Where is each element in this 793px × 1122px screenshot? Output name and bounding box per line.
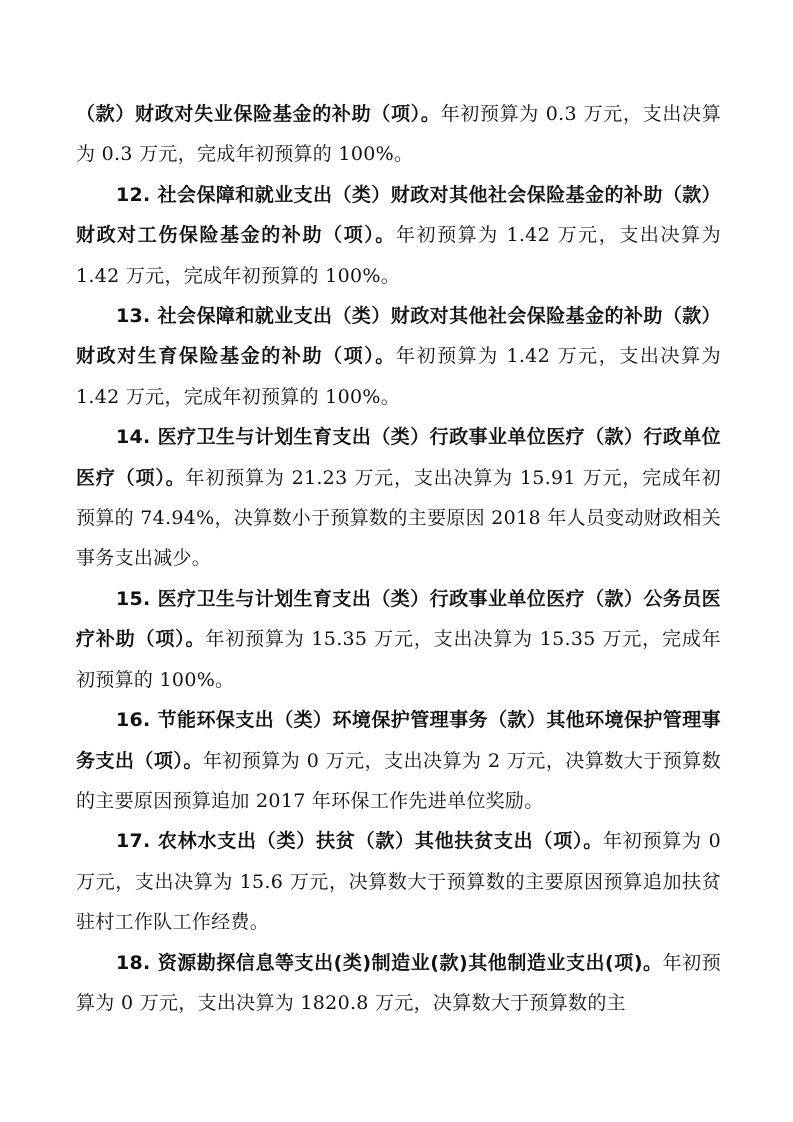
item-heading: 13. 社会保障和就业支出（类）财政对其他社会保险基金的补助（款）财政对生育保险基金的补助（项）。 [76,305,721,368]
item-text: 年初预算为 0 万元，支出决算为 15.6 万元，决算数大于预算数的主要原因预算追加扶贫驻村工作队工作经费。 [76,830,722,934]
paragraph-14 [76,417,721,579]
item-heading: 14. 医疗卫生与计划生育支出（类）行政事业单位医疗（款）行政单位医疗（项）。 [76,426,721,489]
document-body [76,94,721,1023]
item-heading: （款）财政对失业保险基金的补助（项）。 [76,103,441,125]
item-text: 年初预算为 0.3 万元，支出决算为 0.3 万元，完成年初预算的 100%。 [76,103,721,166]
item-text: 年初预算为 21.23 万元，支出决算为 15.91 万元，完成年初预算的 74.94%，决算数小于预算数的主要原因 2018 年人员变动财政相关事务支出减少。 [76,466,721,570]
paragraph-17 [76,821,721,942]
item-heading: 15. 医疗卫生与计划生育支出（类）行政事业单位医疗（款）公务员医疗补助（项）。 [76,587,721,651]
item-heading: 18. 资源勘探信息等支出(类)制造业(款)其他制造业支出(项)。 [116,951,663,974]
item-heading: 12. 社会保障和就业支出（类）财政对其他社会保险基金的补助（款）财政对工伤保险基金的补助（项）。 [76,183,721,247]
item-text: 年初预算为 0 万元，支出决算为 2 万元，决算数大于预算数的主要原因预算追加 2017 年环保工作先进单位奖励。 [76,749,721,812]
item-text: 年初预算为 15.35 万元，支出决算为 15.35 万元，完成年初预算的 100%。 [76,628,721,691]
item-text: 年初预算为 1.42 万元，支出决算为 1.42 万元，完成年初预算的 100%。 [76,345,721,408]
item-heading: 17. 农林水支出（类）扶贫（款）其他扶贫支出（项）。 [116,830,603,853]
item-text: 年初预算为 0 万元，支出决算为 1820.8 万元，决算数大于预算数的主 [76,951,721,1014]
item-text: 年初预算为 1.42 万元，支出决算为 1.42 万元，完成年初预算的 100%。 [76,224,721,287]
paragraph-18 [76,943,721,1024]
paragraph-16 [76,700,721,821]
paragraph-12 [76,175,721,296]
paragraph-13 [76,296,721,417]
item-heading: 16. 节能环保支出（类）环境保护管理事务（款）其他环境保护管理事务支出（项）。 [76,709,721,772]
paragraph-11-continued [76,94,721,175]
paragraph-15 [76,579,721,700]
